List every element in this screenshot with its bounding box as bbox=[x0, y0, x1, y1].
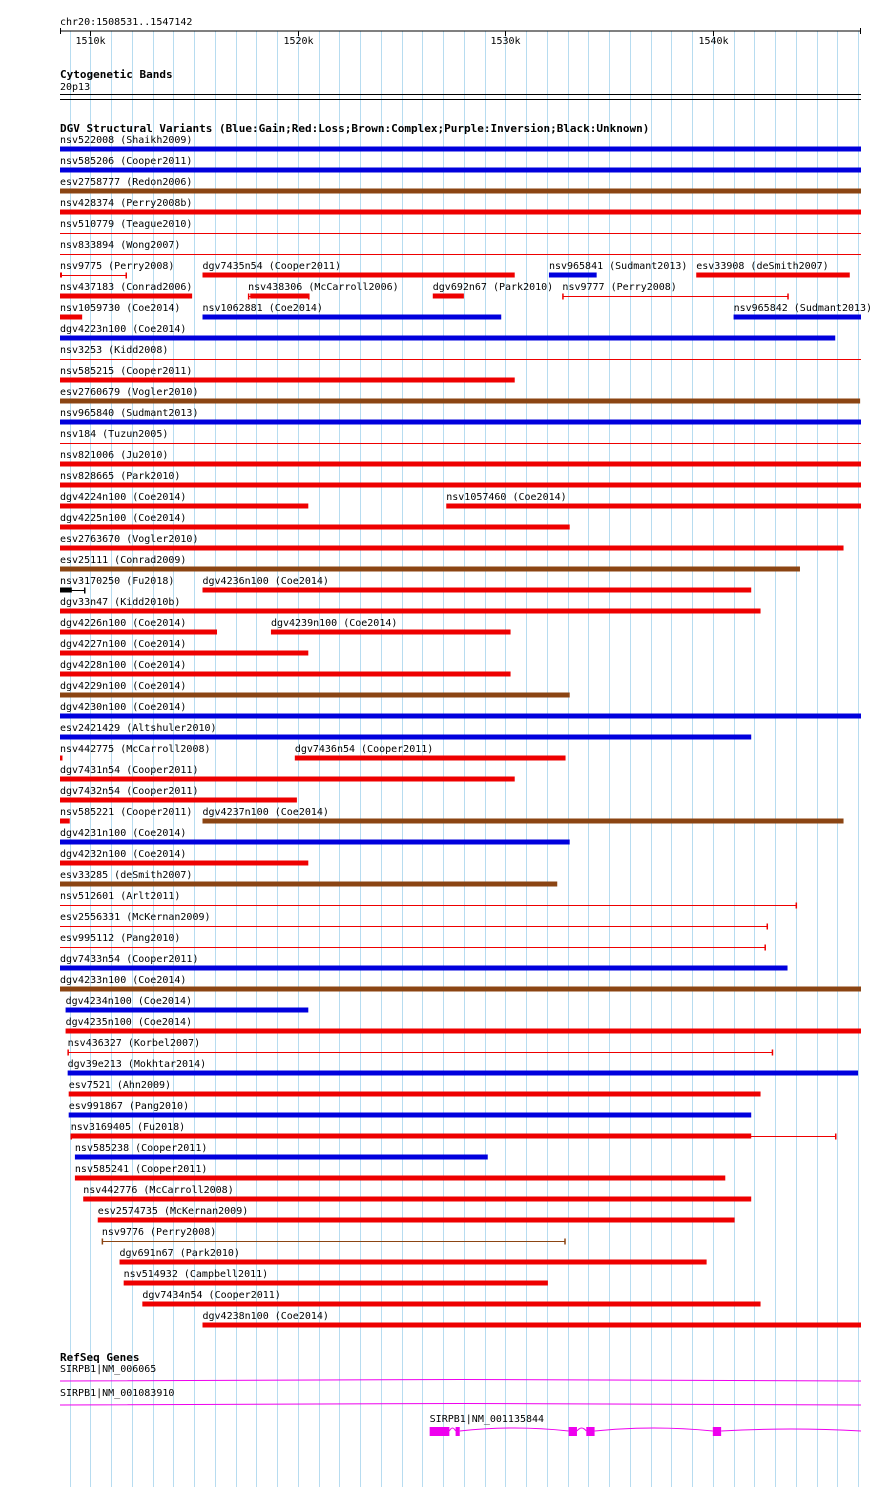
dgv-feature[interactable] bbox=[60, 765, 515, 782]
dgv-feature[interactable] bbox=[446, 492, 861, 509]
dgv-feature-label: nsv833894 (Wong2007) bbox=[60, 240, 181, 251]
refseq-gene-exon bbox=[456, 1427, 460, 1436]
dgv-feature-label: dgv4230n100 (Coe2014) bbox=[60, 702, 187, 713]
dgv-feature-label: nsv1059730 (Coe2014) bbox=[60, 303, 181, 314]
dgv-feature-label: dgv39e213 (Mokhtar2014) bbox=[67, 1059, 207, 1070]
dgv-feature[interactable] bbox=[60, 891, 796, 909]
dgv-feature-label: dgv4234n100 (Coe2014) bbox=[65, 996, 193, 1007]
dgv-feature-bar bbox=[69, 1113, 752, 1118]
dgv-feature[interactable] bbox=[142, 1290, 760, 1307]
refseq-gene-intron bbox=[595, 1428, 713, 1431]
dgv-feature[interactable] bbox=[60, 261, 174, 279]
dgv-feature-label: dgv7432n54 (Cooper2011) bbox=[60, 786, 199, 797]
dgv-feature-label: esv2556331 (McKernan2009) bbox=[60, 912, 211, 923]
dgv-feature-label: dgv4226n100 (Coe2014) bbox=[60, 618, 187, 629]
ruler-tick-label: 1530k bbox=[490, 36, 521, 47]
dgv-features bbox=[60, 135, 872, 1328]
dgv-feature[interactable] bbox=[203, 303, 502, 320]
dgv-feature-label: nsv442776 (McCarroll2008) bbox=[83, 1185, 234, 1196]
dgv-feature[interactable] bbox=[248, 282, 399, 300]
dgv-feature[interactable] bbox=[60, 156, 861, 173]
dgv-feature[interactable] bbox=[60, 933, 765, 951]
dgv-feature-bar bbox=[60, 672, 511, 677]
dgv-feature-label: nsv514932 (Campbell2011) bbox=[123, 1269, 269, 1280]
dgv-feature-label: dgv4223n100 (Coe2014) bbox=[60, 324, 187, 335]
dgv-feature[interactable] bbox=[295, 744, 566, 761]
dgv-feature-label: dgv7436n54 (Cooper2011) bbox=[294, 744, 434, 755]
dgv-feature-bar bbox=[60, 336, 835, 341]
dgv-feature-label: nsv3170250 (Fu2018) bbox=[60, 576, 175, 587]
dgv-feature-label: nsv3169405 (Fu2018) bbox=[70, 1122, 186, 1133]
dgv-feature-label: nsv585215 (Cooper2011) bbox=[60, 366, 193, 377]
dgv-feature-bar bbox=[120, 1260, 707, 1265]
dgv-feature[interactable] bbox=[60, 177, 861, 194]
dgv-feature[interactable] bbox=[60, 912, 767, 930]
dgv-feature[interactable] bbox=[60, 660, 511, 677]
dgv-feature-bar bbox=[66, 1008, 309, 1013]
dgv-feature-bar bbox=[60, 714, 861, 719]
cytoband-label[interactable]: 20p13 bbox=[60, 82, 91, 93]
dgv-feature[interactable] bbox=[60, 786, 297, 803]
refseq-gene-exon bbox=[569, 1427, 577, 1436]
dgv-feature-bar bbox=[60, 147, 861, 152]
dgv-feature-bar bbox=[60, 567, 800, 572]
dgv-feature-bar bbox=[60, 756, 62, 761]
dgv-feature[interactable] bbox=[60, 723, 751, 740]
dgv-feature[interactable] bbox=[60, 492, 308, 509]
dgv-feature-bar bbox=[71, 1134, 751, 1139]
dgv-feature[interactable] bbox=[60, 198, 861, 215]
dgv-feature-label: nsv828665 (Park2010) bbox=[60, 471, 181, 482]
dgv-feature-bar bbox=[142, 1302, 760, 1307]
dgv-feature-bar bbox=[60, 630, 217, 635]
dgv-feature-bar bbox=[60, 735, 751, 740]
dgv-feature[interactable] bbox=[60, 513, 570, 530]
dgv-feature[interactable] bbox=[60, 324, 835, 341]
dgv-feature[interactable] bbox=[60, 597, 761, 614]
dgv-feature[interactable] bbox=[60, 282, 192, 299]
dgv-feature-label: nsv1057460 (Coe2014) bbox=[446, 492, 567, 503]
dgv-feature[interactable] bbox=[203, 576, 752, 593]
dgv-feature-bar bbox=[60, 966, 788, 971]
dgv-feature-label: esv2421429 (Altshuler2010) bbox=[60, 723, 217, 734]
dgv-feature-label: dgv4231n100 (Coe2014) bbox=[60, 828, 187, 839]
dgv-feature[interactable] bbox=[60, 450, 861, 467]
dgv-feature-bar bbox=[60, 609, 761, 614]
dgv-feature-label: esv2763670 (Vogler2010) bbox=[60, 534, 199, 545]
dgv-feature-label: dgv4235n100 (Coe2014) bbox=[65, 1017, 193, 1028]
dgv-feature-label: dgv4239n100 (Coe2014) bbox=[270, 618, 398, 629]
dgv-feature[interactable] bbox=[433, 282, 553, 299]
dgv-feature[interactable] bbox=[60, 534, 844, 551]
dgv-feature[interactable] bbox=[60, 303, 180, 320]
dgv-feature[interactable] bbox=[203, 261, 515, 278]
dgv-track bbox=[60, 122, 872, 1328]
dgv-feature-bar bbox=[203, 1323, 861, 1328]
refseq-gene-exon bbox=[586, 1427, 594, 1436]
dgv-feature-bar bbox=[60, 462, 861, 467]
dgv-feature-label: dgv7435n54 (Cooper2011) bbox=[202, 261, 341, 272]
dgv-feature-bar bbox=[60, 777, 515, 782]
dgv-feature-label: nsv585221 (Cooper2011) bbox=[60, 807, 193, 818]
dgv-feature[interactable] bbox=[68, 1059, 858, 1076]
dgv-feature[interactable] bbox=[120, 1248, 707, 1265]
dgv-feature-label: esv991867 (Pang2010) bbox=[68, 1101, 190, 1112]
dgv-feature-label: dgv4233n100 (Coe2014) bbox=[60, 975, 187, 986]
dgv-feature-bar bbox=[60, 525, 570, 530]
dgv-feature-label: esv2574735 (McKernan2009) bbox=[97, 1206, 249, 1217]
dgv-feature[interactable] bbox=[60, 471, 861, 488]
refseq-gene-intron bbox=[449, 1428, 455, 1431]
dgv-feature-bar bbox=[203, 588, 752, 593]
dgv-feature[interactable] bbox=[66, 1017, 861, 1034]
ruler-tick-label: 1510k bbox=[75, 36, 106, 47]
refseq-track-title: RefSeq Genes bbox=[60, 1351, 140, 1364]
dgv-feature-label: nsv9777 (Perry2008) bbox=[562, 282, 677, 293]
dgv-feature[interactable] bbox=[71, 1122, 836, 1140]
dgv-feature-bar bbox=[60, 273, 62, 278]
dgv-feature-label: dgv4227n100 (Coe2014) bbox=[60, 639, 187, 650]
dgv-feature[interactable] bbox=[696, 261, 850, 278]
dgv-feature-label: nsv585241 (Cooper2011) bbox=[74, 1164, 208, 1175]
dgv-feature[interactable] bbox=[60, 219, 861, 234]
dgv-feature[interactable] bbox=[203, 807, 844, 824]
ruler-tick-label: 1540k bbox=[698, 36, 729, 47]
dgv-feature-bar bbox=[75, 1155, 488, 1160]
dgv-feature-bar bbox=[549, 273, 597, 278]
dgv-feature-bar bbox=[60, 546, 844, 551]
dgv-feature-bar bbox=[295, 756, 566, 761]
dgv-feature-label: dgv692n67 (Park2010) bbox=[432, 282, 554, 293]
dgv-feature[interactable] bbox=[60, 429, 861, 444]
dgv-feature[interactable] bbox=[69, 1080, 761, 1097]
dgv-feature-label: nsv965841 (Sudmant2013) bbox=[548, 261, 688, 272]
dgv-feature-bar bbox=[60, 378, 515, 383]
dgv-feature[interactable] bbox=[60, 618, 217, 635]
dgv-feature-bar bbox=[60, 798, 297, 803]
refseq-gene-exon bbox=[713, 1427, 721, 1436]
dgv-feature-label: dgv4224n100 (Coe2014) bbox=[60, 492, 187, 503]
dgv-feature-label: dgv33n47 (Kidd2010b) bbox=[60, 597, 181, 608]
dgv-feature-bar bbox=[734, 315, 861, 320]
dgv-feature-bar bbox=[60, 987, 861, 992]
dgv-feature[interactable] bbox=[734, 303, 872, 320]
dgv-feature[interactable] bbox=[60, 975, 861, 992]
dgv-feature[interactable] bbox=[60, 576, 174, 594]
dgv-feature-bar bbox=[60, 399, 860, 404]
location-label: chr20:1508531..1547142 bbox=[60, 17, 193, 28]
dgv-feature-label: dgv4225n100 (Coe2014) bbox=[60, 513, 187, 524]
refseq-gene-intron bbox=[60, 1404, 861, 1406]
dgv-feature[interactable] bbox=[60, 681, 570, 698]
dgv-feature-bar bbox=[250, 294, 308, 299]
dgv-feature-label: nsv965840 (Sudmant2013) bbox=[60, 408, 199, 419]
dgv-feature-bar bbox=[446, 504, 861, 509]
dgv-feature-bar bbox=[60, 294, 192, 299]
refseq-gene-intron bbox=[721, 1429, 861, 1431]
dgv-feature[interactable] bbox=[60, 828, 570, 845]
dgv-feature[interactable] bbox=[68, 1038, 773, 1056]
dgv-track-title: DGV Structural Variants (Blue:Gain;Red:Loss;Brown:Complex;Purple:Inversion;Black:Unknown) bbox=[60, 122, 650, 135]
dgv-feature-bar bbox=[60, 882, 557, 887]
dgv-feature[interactable] bbox=[60, 135, 861, 152]
dgv-feature-bar bbox=[60, 840, 570, 845]
dgv-feature-label: dgv4229n100 (Coe2014) bbox=[60, 681, 187, 692]
dgv-feature-label: nsv512601 (Arlt2011) bbox=[60, 891, 181, 902]
dgv-feature-bar bbox=[68, 1071, 858, 1076]
dgv-feature-bar bbox=[60, 651, 308, 656]
refseq-gene[interactable] bbox=[60, 1364, 861, 1381]
dgv-feature[interactable] bbox=[69, 1101, 752, 1118]
dgv-feature-label: nsv965842 (Sudmant2013) bbox=[733, 303, 873, 314]
dgv-feature-label: dgv4236n100 (Coe2014) bbox=[202, 576, 329, 587]
ruler bbox=[60, 17, 861, 47]
dgv-feature[interactable] bbox=[60, 387, 860, 404]
dgv-feature-label: nsv821006 (Ju2010) bbox=[60, 450, 169, 461]
dgv-feature-label: esv33285 (deSmith2007) bbox=[60, 870, 193, 881]
dgv-feature-bar bbox=[60, 189, 861, 194]
dgv-feature[interactable] bbox=[60, 870, 557, 887]
dgv-feature-bar bbox=[60, 819, 70, 824]
dgv-feature-bar bbox=[433, 294, 464, 299]
dgv-feature-label: nsv437183 (Conrad2006) bbox=[60, 282, 193, 293]
refseq-gene-intron bbox=[460, 1428, 569, 1431]
dgv-feature-bar bbox=[203, 819, 844, 824]
dgv-feature[interactable] bbox=[60, 807, 192, 824]
refseq-track bbox=[60, 1351, 861, 1436]
dgv-feature-bar bbox=[203, 273, 515, 278]
ruler-tick-label: 1520k bbox=[283, 36, 314, 47]
dgv-feature-bar bbox=[124, 1281, 548, 1286]
dgv-feature-bar bbox=[60, 504, 308, 509]
dgv-feature-label: esv33908 (deSmith2007) bbox=[696, 261, 829, 272]
dgv-feature-label: nsv184 (Tuzun2005) bbox=[60, 429, 169, 440]
dgv-feature[interactable] bbox=[102, 1227, 565, 1245]
dgv-feature-label: esv7521 (Ahn2009) bbox=[68, 1080, 172, 1091]
dgv-feature-label: nsv522008 (Shaikh2009) bbox=[60, 135, 193, 146]
dgv-feature-bar bbox=[60, 420, 861, 425]
dgv-feature[interactable] bbox=[60, 702, 861, 719]
dgv-feature-label: dgv4228n100 (Coe2014) bbox=[60, 660, 187, 671]
dgv-feature-label: nsv442775 (McCarroll2008) bbox=[60, 744, 211, 755]
dgv-feature[interactable] bbox=[60, 849, 308, 866]
dgv-feature[interactable] bbox=[98, 1206, 735, 1223]
refseq-genes bbox=[60, 1364, 861, 1436]
dgv-feature-bar bbox=[98, 1218, 735, 1223]
dgv-feature-label: nsv428374 (Perry2008b) bbox=[60, 198, 193, 209]
dgv-feature-label: dgv7431n54 (Cooper2011) bbox=[60, 765, 199, 776]
dgv-feature-bar bbox=[60, 861, 308, 866]
dgv-feature[interactable] bbox=[60, 744, 211, 761]
dgv-feature-label: nsv9776 (Perry2008) bbox=[101, 1227, 217, 1238]
dgv-feature-label: dgv7434n54 (Cooper2011) bbox=[142, 1290, 281, 1301]
dgv-feature[interactable] bbox=[60, 240, 861, 255]
dgv-feature[interactable] bbox=[60, 366, 515, 383]
dgv-feature[interactable] bbox=[549, 261, 687, 278]
dgv-feature-label: esv25111 (Conrad2009) bbox=[60, 555, 187, 566]
dgv-feature-label: nsv438306 (McCarroll2006) bbox=[248, 282, 399, 293]
dgv-feature[interactable] bbox=[75, 1164, 725, 1181]
dgv-feature-bar bbox=[69, 1092, 761, 1097]
dgv-feature[interactable] bbox=[60, 345, 861, 360]
dgv-feature-label: dgv4237n100 (Coe2014) bbox=[202, 807, 329, 818]
dgv-feature[interactable] bbox=[66, 996, 309, 1013]
dgv-feature-bar bbox=[66, 1029, 861, 1034]
cytoband-track-title: Cytogenetic Bands bbox=[60, 68, 173, 81]
dgv-feature-label: nsv1062881 (Coe2014) bbox=[202, 303, 323, 314]
dgv-feature-label: dgv4238n100 (Coe2014) bbox=[202, 1311, 329, 1322]
dgv-feature-label: esv2758777 (Redon2006) bbox=[60, 177, 193, 188]
dgv-feature-bar bbox=[60, 483, 861, 488]
dgv-feature-label: dgv691n67 (Park2010) bbox=[119, 1248, 240, 1259]
dgv-feature-bar bbox=[60, 168, 861, 173]
dgv-feature-label: nsv585238 (Cooper2011) bbox=[74, 1143, 208, 1154]
dgv-feature-label: dgv4232n100 (Coe2014) bbox=[60, 849, 187, 860]
dgv-feature-label: esv995112 (Pang2010) bbox=[60, 933, 181, 944]
dgv-feature[interactable] bbox=[124, 1269, 548, 1286]
dgv-feature-label: nsv585206 (Cooper2011) bbox=[60, 156, 193, 167]
dgv-feature-bar bbox=[696, 273, 850, 278]
dgv-feature-bar bbox=[271, 630, 511, 635]
dgv-feature-label: nsv436327 (Korbel2007) bbox=[67, 1038, 201, 1049]
dgv-feature-label: esv2760679 (Vogler2010) bbox=[60, 387, 199, 398]
refseq-gene-intron bbox=[577, 1428, 586, 1431]
dgv-feature-label: nsv510779 (Teague2010) bbox=[60, 219, 193, 230]
refseq-gene-exon bbox=[430, 1427, 450, 1436]
dgv-feature-bar bbox=[75, 1176, 725, 1181]
dgv-feature[interactable] bbox=[60, 555, 800, 572]
dgv-feature-bar bbox=[60, 693, 570, 698]
dgv-feature-bar bbox=[60, 315, 82, 320]
refseq-gene-label: SIRPB1|NM_001083910 bbox=[60, 1388, 175, 1399]
refseq-gene[interactable] bbox=[60, 1388, 861, 1405]
dgv-feature-bar bbox=[60, 588, 72, 593]
refseq-gene-label: SIRPB1|NM_006065 bbox=[60, 1364, 157, 1375]
dgv-feature[interactable] bbox=[60, 954, 788, 971]
cytoband-track bbox=[60, 68, 861, 100]
dgv-feature[interactable] bbox=[271, 618, 511, 635]
dgv-feature-bar bbox=[60, 210, 861, 215]
dgv-feature-label: nsv9775 (Perry2008) bbox=[60, 261, 175, 272]
dgv-feature[interactable] bbox=[60, 639, 308, 656]
refseq-gene-intron bbox=[60, 1380, 861, 1382]
dgv-feature-label: dgv7433n54 (Cooper2011) bbox=[60, 954, 199, 965]
refseq-gene-label: SIRPB1|NM_001135844 bbox=[429, 1414, 545, 1425]
dgv-feature[interactable] bbox=[75, 1143, 488, 1160]
dgv-feature[interactable] bbox=[60, 408, 861, 425]
dgv-feature[interactable] bbox=[203, 1311, 861, 1328]
dgv-feature-bar bbox=[203, 315, 502, 320]
dgv-feature-label: nsv3253 (Kidd2008) bbox=[60, 345, 169, 356]
dgv-feature-bar bbox=[83, 1197, 751, 1202]
